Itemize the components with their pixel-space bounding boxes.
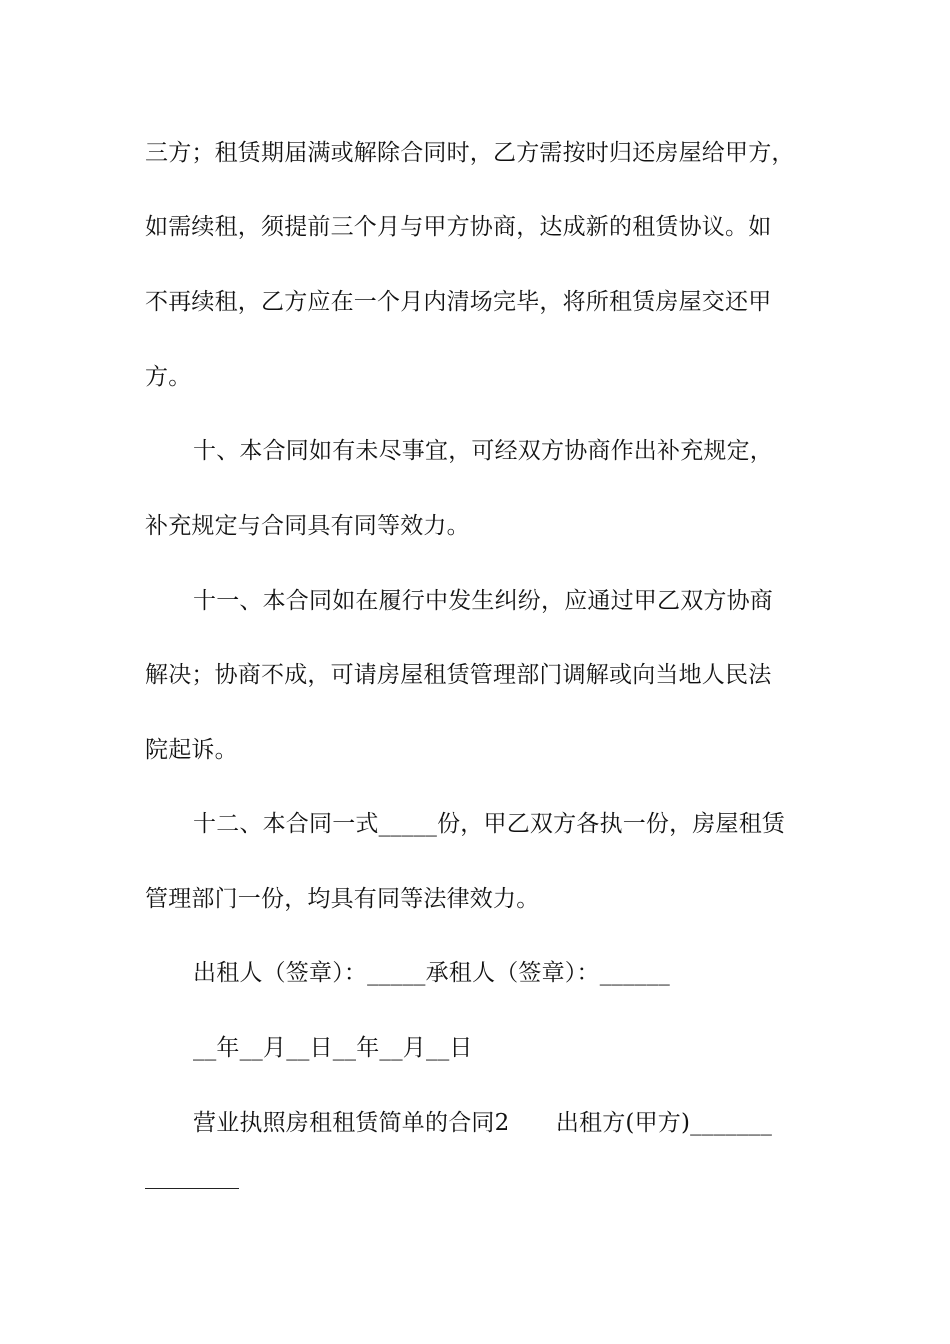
clause-11-line-2: 解决；协商不成，可请房屋租赁管理部门调解或向当地人民法 xyxy=(145,662,772,688)
clause-11-line-3: 院起诉。 xyxy=(145,737,238,763)
date-line: __年__月__日__年__月__日 xyxy=(193,1035,473,1061)
clause-10-line-1: 十、本合同如有未尽事宜，可经双方协商作出补充规定， xyxy=(193,438,773,464)
contract-2-heading: 营业执照房租租赁简单的合同2 出租方(甲方)_______ xyxy=(193,1110,773,1136)
text-line-1: 三方；租赁期届满或解除合同时，乙方需按时归还房屋给甲方， xyxy=(145,140,795,166)
signature-line: 出租人（签章）：_____承租人（签章）：______ xyxy=(193,960,670,986)
blank-fill-line xyxy=(145,1188,239,1189)
clause-12-line-2: 管理部门一份，均具有同等法律效力。 xyxy=(145,886,540,912)
text-line-3: 不再续租，乙方应在一个月内清场完毕，将所租赁房屋交还甲 xyxy=(145,289,772,315)
text-line-2: 如需续租，须提前三个月与甲方协商，达成新的租赁协议。如 xyxy=(145,214,772,240)
clause-10-line-2: 补充规定与合同具有同等效力。 xyxy=(145,513,470,539)
clause-11-line-1: 十一、本合同如在履行中发生纠纷，应通过甲乙双方协商 xyxy=(193,588,773,614)
clause-12-line-1: 十二、本合同一式_____份，甲乙双方各执一份，房屋租赁 xyxy=(193,811,786,837)
text-line-4: 方。 xyxy=(145,364,192,390)
